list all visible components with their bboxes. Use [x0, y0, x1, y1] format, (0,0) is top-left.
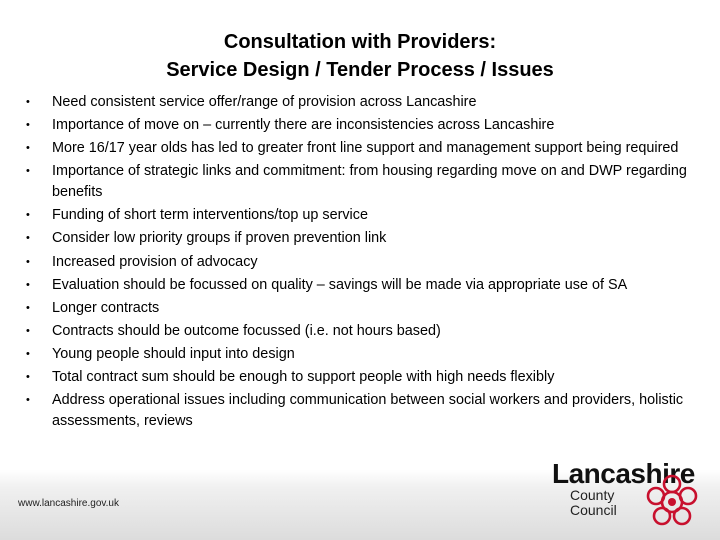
bullet-icon: •	[26, 232, 30, 245]
bullet-text: Evaluation should be focussed on quality – savings will be made via appropriate use of SA	[52, 276, 628, 293]
bullet-text: Consider low priority groups if proven prevention link	[52, 230, 387, 247]
bullet-icon: •	[26, 165, 30, 178]
bullet-icon: •	[26, 255, 30, 268]
bullet-item	[20, 161, 700, 203]
lancashire-logo	[552, 458, 712, 530]
bullet-item	[20, 115, 700, 136]
bullet-icon: •	[26, 301, 30, 314]
bullet-item	[20, 344, 700, 365]
bullet-text: Importance of strategic links and commitment: from housing regarding move on and DWP regarding benefits	[52, 163, 687, 201]
footer-url-link[interactable]: www.lancashire.gov.uk	[18, 498, 119, 509]
bullet-icon: •	[26, 347, 30, 360]
bullet-item	[20, 367, 700, 388]
bullet-text: Contracts should be outcome focussed (i.e. not hours based)	[52, 322, 441, 339]
bullet-item	[20, 390, 700, 432]
bullet-item	[20, 298, 700, 319]
bullet-list	[20, 92, 700, 434]
bullet-icon: •	[26, 119, 30, 132]
bullet-item	[20, 275, 700, 296]
bullet-icon: •	[26, 394, 30, 407]
bullet-icon: •	[26, 96, 30, 108]
bullet-text: Young people should input into design	[52, 345, 295, 362]
bullet-text: More 16/17 year olds has led to greater front line support and management support being required	[52, 140, 679, 157]
red-rose-icon	[644, 474, 700, 530]
bullet-icon: •	[26, 324, 30, 337]
title-line-1: Consultation with Providers:	[223, 31, 497, 53]
slide-title	[0, 28, 720, 84]
bullet-text: Address operational issues including communication between social workers and providers, holistic assessments, reviews	[52, 392, 684, 430]
logo-line-county: County	[570, 487, 615, 503]
bullet-text: Need consistent service offer/range of provision across Lancashire	[52, 94, 477, 110]
bullet-item	[20, 321, 700, 342]
bullet-text: Importance of move on – currently there are inconsistencies across Lancashire	[52, 117, 555, 134]
bullet-icon: •	[26, 371, 30, 384]
logo-wordmark: Lancashire	[552, 458, 695, 489]
bullet-text: Total contract sum should be enough to support people with high needs flexibly	[52, 369, 555, 386]
title-line-2: Service Design / Tender Process / Issues	[166, 59, 554, 81]
logo-line-council: Council	[570, 502, 617, 518]
bullet-text: Increased provision of advocacy	[52, 253, 258, 270]
bullet-text: Longer contracts	[52, 299, 160, 316]
bullet-item	[20, 252, 700, 273]
bullet-text: Funding of short term interventions/top up service	[52, 207, 368, 224]
bullet-icon: •	[26, 209, 30, 222]
bullet-icon: •	[26, 142, 30, 155]
bullet-item	[20, 138, 700, 159]
bullet-item	[20, 205, 700, 226]
bullet-item	[20, 228, 700, 249]
bullet-item	[20, 92, 700, 113]
bullet-icon: •	[26, 278, 30, 291]
